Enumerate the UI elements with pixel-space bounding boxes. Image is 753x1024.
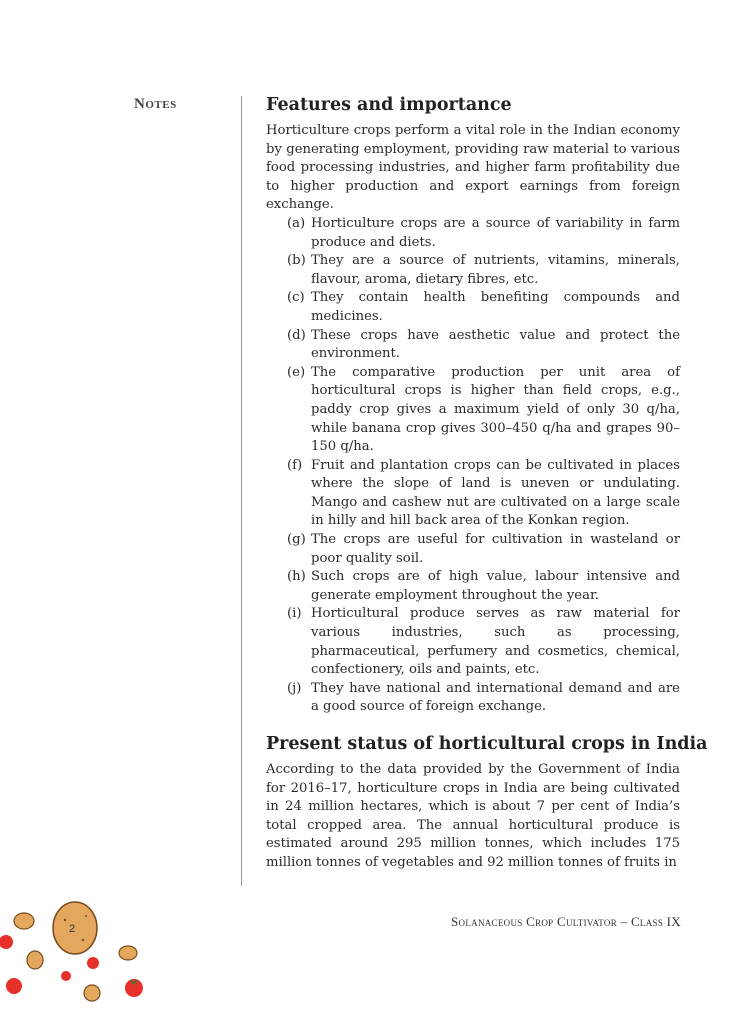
list-item-text: Such crops are of high value, labour intensive and generate employment throughout the year. xyxy=(311,569,680,603)
margin-notes-label: Notes xyxy=(134,96,177,112)
tomato-icon xyxy=(61,971,71,981)
margin-divider xyxy=(241,96,242,886)
potato-icon xyxy=(27,951,43,969)
list-item-text: They are a source of nutrients, vitamins, minerals, flavour, aroma, dietary fibres, etc. xyxy=(311,253,680,287)
vegetable-decoration xyxy=(0,890,160,1024)
page-content xyxy=(266,94,708,873)
section-heading-present-status: Present status of horticultural crops in India xyxy=(266,734,708,754)
list-item-text: The comparative production per unit area of horticultural crops is higher than field crops, e.g., paddy crop gives a maximum yield of only 30 q/ha, while banana crop gives 300–450 q/ha and grapes 90–150 q/ha. xyxy=(311,364,680,455)
present-status-paragraph: According to the data provided by the Government of India for 2016–17, horticulture crops in India are being cultivated in 24 million hectares, which is about 7 per cent of India’s total cropped area. The annual horticultural produce is estimated around 295 million tonnes, which includes 175 million tonnes of vegetables and 92 million tonnes of fruits in xyxy=(266,762,680,870)
list-item xyxy=(266,568,680,605)
list-item-marker: (e) xyxy=(287,364,306,380)
list-item xyxy=(266,289,680,326)
page-number: 2 xyxy=(69,923,76,935)
list-item xyxy=(266,457,680,531)
potato-icon xyxy=(14,913,34,929)
features-intro-paragraph: Horticulture crops perform a vital role in the Indian economy by generating employment, providing raw material to various food processing industries, and higher farm profitability due to higher production and export earnings from foreign exchange. xyxy=(266,123,680,213)
list-item-marker: (h) xyxy=(287,569,306,585)
list-item-text: They contain health benefiting compounds and medicines. xyxy=(311,290,680,324)
tomato-icon xyxy=(125,979,143,997)
running-footer: Solanaceous Crop Cultivator – Class IX xyxy=(451,914,681,929)
list-item-marker: (c) xyxy=(287,290,305,306)
list-item-marker: (b) xyxy=(287,253,306,269)
list-item xyxy=(266,327,680,364)
list-item-text: Horticultural produce serves as raw material for various industries, such as processing, pharmaceutical, perfumery and cosmetics, chemical, confectionery, oils and paints, etc. xyxy=(311,606,680,678)
list-item-text: These crops have aesthetic value and protect the environment. xyxy=(311,327,680,362)
potato-icon xyxy=(119,946,137,960)
list-item xyxy=(266,215,680,252)
list-item-marker: (i) xyxy=(287,606,302,622)
list-item xyxy=(266,364,680,457)
list-item xyxy=(266,531,680,568)
list-item-text: Horticulture crops are a source of variability in farm produce and diets. xyxy=(311,215,680,250)
potato-icon xyxy=(84,985,100,1001)
list-item-text: Fruit and plantation crops can be cultivated in places where the slope of land is uneven or undulating. Mango and cashew nut are cultivated on a large scale in hilly and hill back area of the Konkan region. xyxy=(311,457,680,529)
tomato-icon xyxy=(0,935,13,949)
list-item xyxy=(266,252,680,289)
tomato-icon xyxy=(6,978,22,994)
list-item-marker: (d) xyxy=(287,327,306,343)
list-item xyxy=(266,605,680,679)
list-item-text: They have national and international demand and are a good source of foreign exchange. xyxy=(311,680,680,715)
list-item-marker: (a) xyxy=(287,215,306,231)
list-item xyxy=(266,680,680,717)
list-item-marker: (g) xyxy=(287,532,306,548)
list-item-marker: (j) xyxy=(287,680,302,696)
features-list xyxy=(266,215,680,717)
section-heading-features: Features and importance xyxy=(266,95,512,115)
list-item-text: The crops are useful for cultivation in wasteland or poor quality soil. xyxy=(311,532,680,566)
tomato-icon xyxy=(87,957,99,969)
list-item-marker: (f) xyxy=(287,457,303,473)
